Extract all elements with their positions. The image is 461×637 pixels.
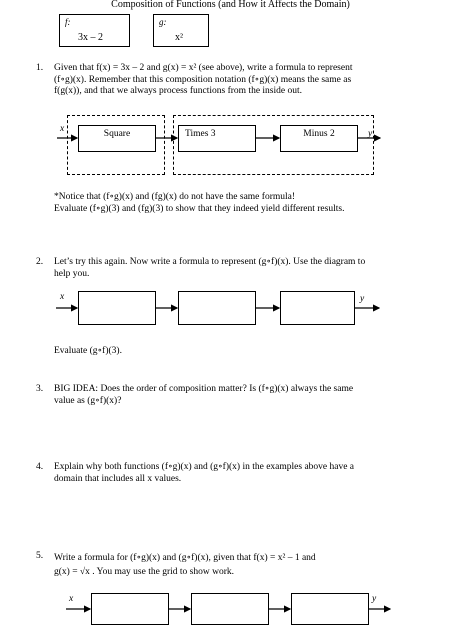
q2-line-1: Let’s try this again. Now write a formula to represent (g∘f)(x). Use the diagram to bbox=[54, 257, 366, 267]
function-f-name: f: bbox=[65, 17, 71, 27]
q2-line-2: help you. bbox=[54, 268, 90, 279]
q4-line-2: domain that includes all x values. bbox=[54, 473, 182, 484]
q4-number: 4. bbox=[36, 462, 44, 472]
square-box-label: Square bbox=[103, 129, 131, 139]
q5-number: 5. bbox=[36, 551, 44, 561]
function-g-name: g: bbox=[159, 17, 167, 27]
function-f-expression: 3x – 2 bbox=[78, 32, 103, 43]
page-title: Composition of Functions (and How it Affects the Domain) bbox=[111, 0, 350, 10]
q1-output-label: y bbox=[368, 129, 373, 139]
q3-line-1: BIG IDEA: Does the order of composition matter? Is (f∘g)(x) always the same bbox=[54, 384, 354, 394]
q1-line-2: (f∘g)(x). Remember that this composition notation (f∘g)(x) means the same as bbox=[54, 74, 352, 85]
q1-line-3: f(g(x)), and that we always process functions from the inside out. bbox=[54, 86, 302, 96]
times-3-box-label: Times 3 bbox=[185, 129, 216, 139]
q2-number: 2. bbox=[36, 257, 44, 267]
q5-line-1: Write a formula for (f∘g)(x) and (g∘f)(x), given that f(x) = x² – 1 and bbox=[54, 553, 316, 563]
q1-notice-line-1: *Notice that (f∘g)(x) and (fg)(x) do not have the same formula! bbox=[54, 192, 296, 202]
q2-evaluate: Evaluate (g∘f)(3). bbox=[54, 346, 122, 356]
q1-notice-line-2: Evaluate (f∘g)(3) and (fg)(3) to show that they indeed yield different results. bbox=[54, 203, 345, 214]
minus-2-box-label: Minus 2 bbox=[303, 129, 335, 139]
q1-input-label: x bbox=[60, 124, 65, 134]
q5-input-label: x bbox=[69, 594, 74, 604]
q4-line-1: Explain why both functions (f∘g)(x) and (g∘f)(x) in the examples above have a bbox=[54, 462, 355, 472]
q2-output-label: y bbox=[360, 294, 365, 304]
q3-number: 3. bbox=[36, 384, 44, 394]
q5-line-2: g(x) = √x . You may use the grid to show work. bbox=[54, 567, 234, 577]
function-g-expression: x² bbox=[175, 32, 183, 43]
q5-output-label: y bbox=[372, 594, 377, 604]
q1-line-1: Given that f(x) = 3x – 2 and g(x) = x² (see above), write a formula to represent bbox=[54, 63, 353, 73]
q1-number: 1. bbox=[36, 63, 44, 73]
q2-input-label: x bbox=[60, 292, 65, 302]
q3-line-2: value as (g∘f)(x)? bbox=[54, 395, 122, 406]
